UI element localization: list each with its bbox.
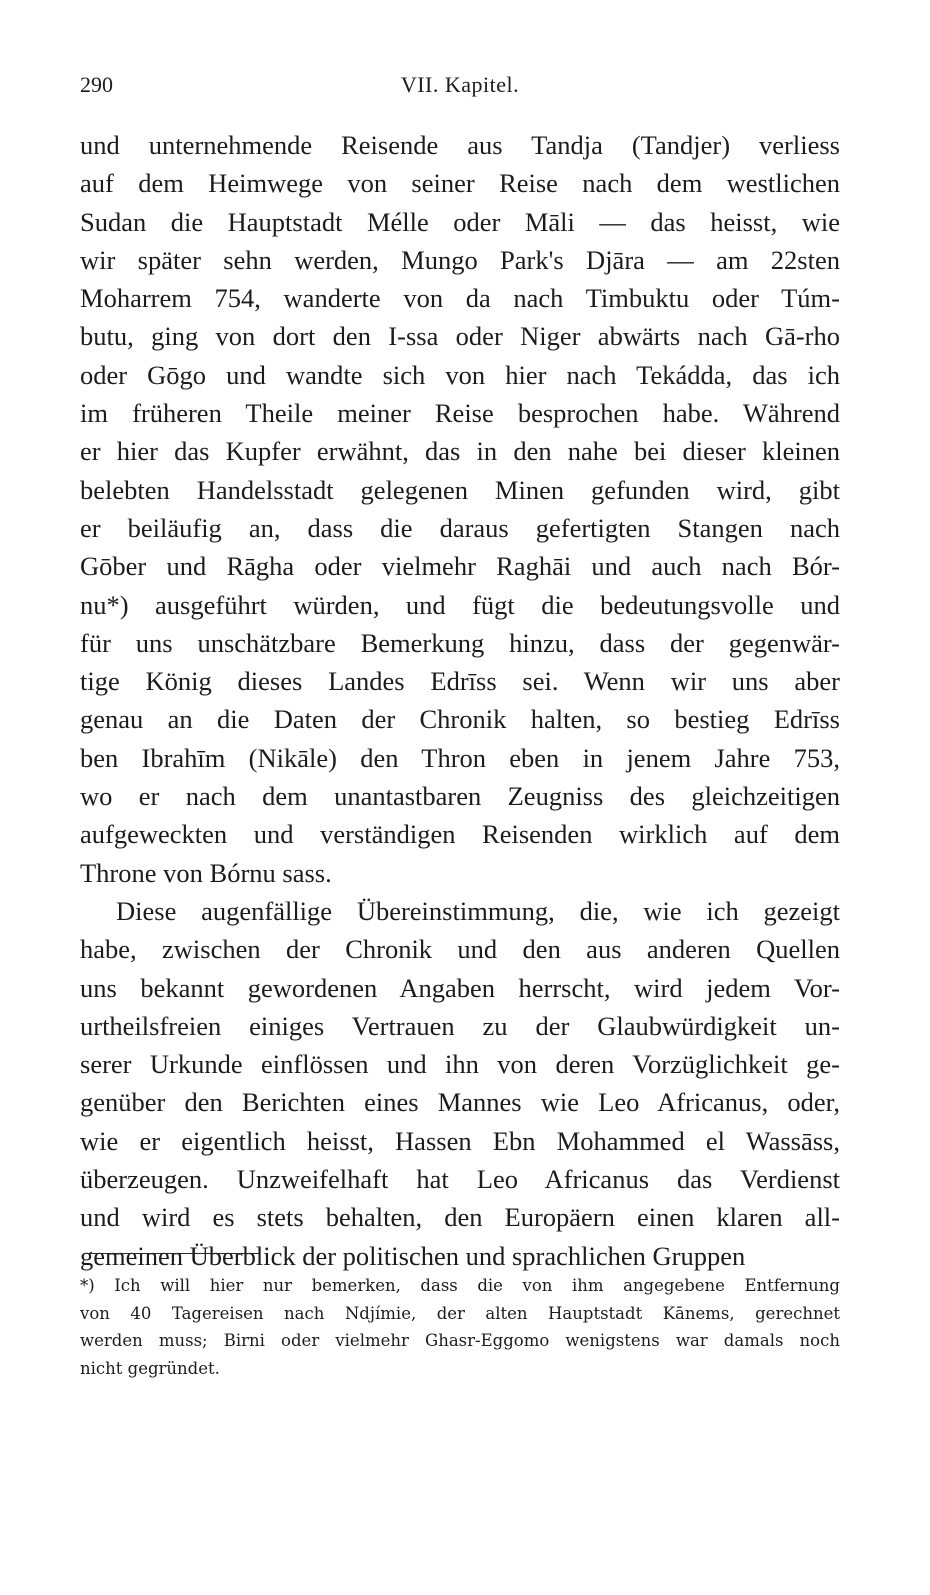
- text-line: wir später sehn werden, Mungo Park's Djāra — am 22sten: [80, 244, 840, 275]
- text-line: Moharrem 754, wanderte von da nach Timbuktu oder Túm-: [80, 283, 840, 314]
- text-line: und wird es stets behalten, den Europäern einen klaren all-: [80, 1202, 840, 1233]
- text-line: gemeinen Überblick der politischen und sprachlichen Gruppen: [80, 1240, 746, 1271]
- text-line: urtheilsfreien einiges Vertrauen zu der Glaubwürdigkeit un-: [80, 1010, 840, 1041]
- text-line: ben Ibrahīm (Nikāle) den Thron eben in jenem Jahre 753,: [80, 742, 840, 773]
- text-line: er hier das Kupfer erwähnt, das in den nahe bei dieser kleinen: [80, 436, 840, 467]
- text-line: und unternehmende Reisende aus Tandja (Tandjer) verliess: [80, 130, 840, 160]
- text-line: überzeugen. Unzweifelhaft hat Leo Africanus das Verdienst: [80, 1164, 840, 1195]
- text-line: genau an die Daten der Chronik halten, so bestieg Edrīss: [80, 704, 840, 735]
- text-line: Diese augenfällige Übereinstimmung, die, wie ich gezeigt: [116, 895, 840, 926]
- footnote-line: von 40 Tagereisen nach Ndjímie, der alten Hauptstadt Kānems, gerechnet: [80, 1303, 840, 1323]
- text-line: er beiläufig an, dass die daraus gefertigten Stangen nach: [80, 512, 840, 543]
- text-line: nu*) ausgeführt würden, und fügt die bedeutungsvolle und: [80, 589, 840, 620]
- text-line: wo er nach dem unantastbaren Zeugniss des gleichzeitigen: [80, 781, 840, 812]
- footnote-line: *) Ich will hier nur bemerken, dass die von ihm angegebene Entfernung: [80, 1276, 840, 1295]
- text-line: Gōber und Rāgha oder vielmehr Raghāi und auch nach Bór-: [80, 551, 840, 582]
- text-line: tige König dieses Landes Edrīss sei. Wenn wir uns aber: [80, 666, 840, 697]
- footnote: [80, 1272, 840, 1382]
- text-line: oder Gōgo und wandte sich von hier nach Tekádda, das ich: [80, 359, 840, 390]
- text-line: butu, ging von dort den I-ssa oder Niger abwärts nach Gā-rho: [80, 321, 840, 352]
- text-line: im früheren Theile meiner Reise besprochen habe. Während: [80, 398, 840, 429]
- footnote-line: nicht gegründet.: [80, 1358, 220, 1378]
- footnote-line: werden muss; Birni oder vielmehr Ghasr-Eggomo wenigstens war damals noch: [80, 1331, 840, 1350]
- text-line: serer Urkunde einflössen und ihn von deren Vorzüglichkeit ge-: [80, 1049, 840, 1080]
- text-line: wie er eigentlich heisst, Hassen Ebn Mohammed el Wassāss,: [80, 1125, 840, 1156]
- text-line: habe, zwischen der Chronik und den aus anderen Quellen: [80, 934, 840, 965]
- text-line: belebten Handelsstadt gelegenen Minen gefunden wird, gibt: [80, 474, 840, 505]
- text-line: genüber den Berichten eines Mannes wie Leo Africanus, oder,: [80, 1087, 840, 1118]
- body-text: [80, 126, 840, 1275]
- text-line: für uns unschätzbare Bemerkung hinzu, dass der gegenwär-: [80, 627, 840, 658]
- running-head: VII. Kapitel.: [400, 72, 520, 97]
- text-line: Throne von Bórnu sass.: [80, 857, 332, 888]
- page-number: 290: [80, 72, 113, 97]
- text-line: uns bekannt gewordenen Angaben herrscht, wird jedem Vor-: [80, 972, 840, 1003]
- footnote-rule: [84, 1253, 260, 1254]
- text-line: Sudan die Hauptstadt Mélle oder Māli — das heisst, wie: [80, 206, 840, 237]
- text-line: aufgeweckten und verständigen Reisenden wirklich auf dem: [80, 819, 840, 850]
- page-header: [80, 72, 840, 106]
- text-line: auf dem Heimwege von seiner Reise nach dem westlichen: [80, 168, 840, 199]
